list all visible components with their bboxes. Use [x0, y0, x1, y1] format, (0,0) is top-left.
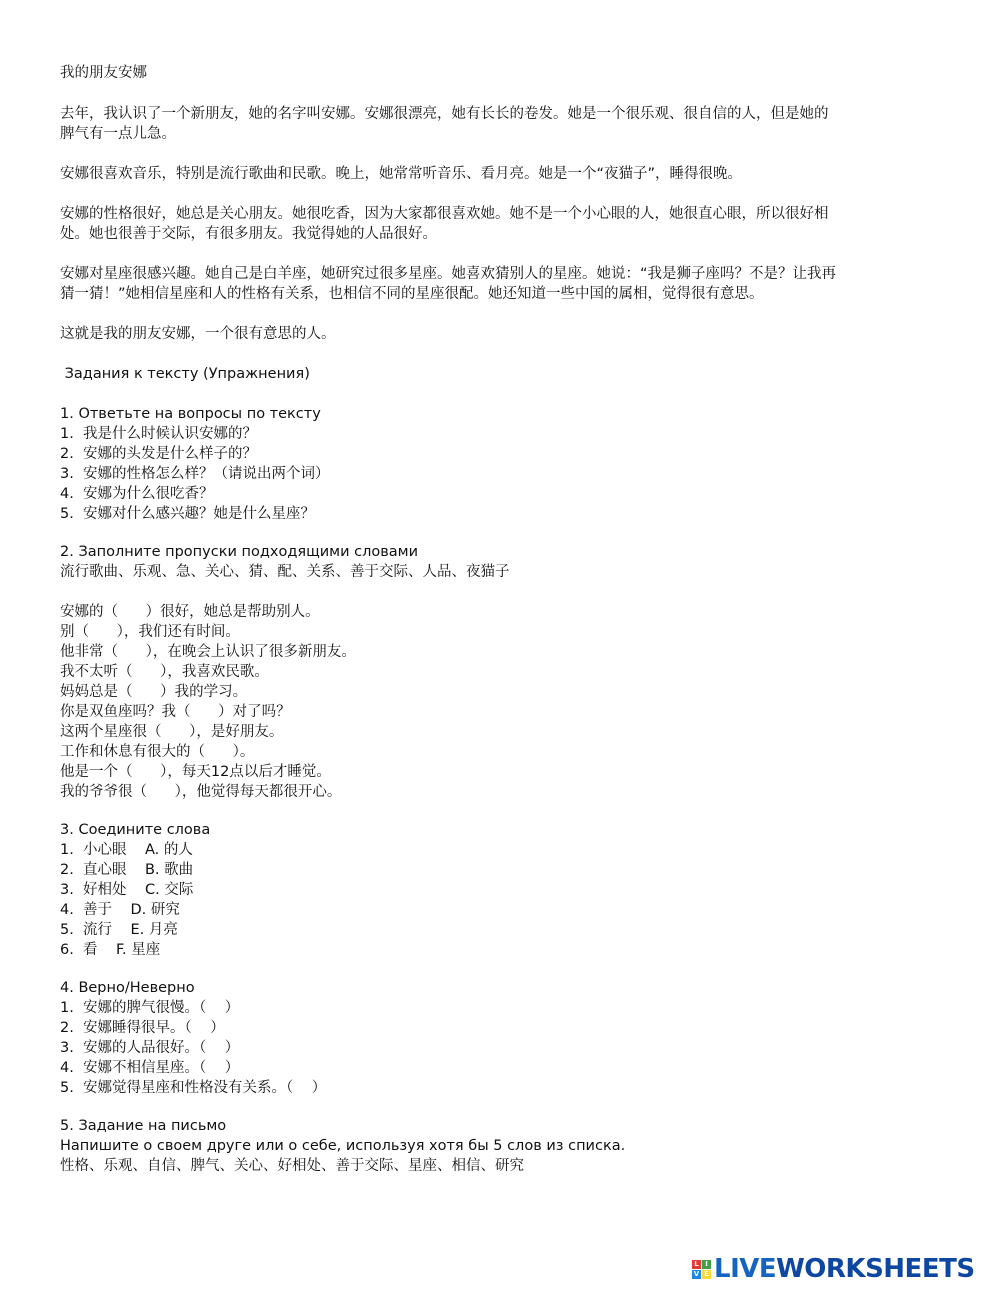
paragraph-line: 安娜的性格很好，她总是关心朋友。她很吃香，因为大家都很喜欢她。她不是一个小心眼的人，她很直心眼，所以很好相 — [60, 206, 829, 222]
paragraph-5 — [60, 324, 940, 344]
writing-instruction: Напишите о своем друге или о себе, используя хотя бы 5 слов из списка. — [60, 1138, 626, 1154]
logo-text-light: LIVE — [714, 1254, 777, 1284]
logo-mark-letter: L — [692, 1260, 701, 1269]
match-item[interactable]: 5. 流行 E. 月亮 — [60, 922, 178, 938]
paragraph-2 — [60, 164, 940, 184]
fill-blank-item[interactable]: 妈妈总是（ ）我的学习。 — [60, 684, 248, 700]
paragraph-4 — [60, 264, 940, 304]
paragraph-line: 安娜很喜欢音乐，特别是流行歌曲和民歌。晚上，她常常听音乐、看月亮。她是一个“夜猫子”，睡得很晚。 — [60, 166, 743, 182]
true-false-item[interactable]: 1. 安娜的脾气很慢。（ ） — [60, 1000, 240, 1016]
logo-text-dark: WORKSHEETS — [776, 1254, 975, 1284]
word-bank: 性格、乐观、自信、脾气、关心、好相处、善于交际、星座、相信、研究 — [60, 1158, 524, 1174]
question-item: 3. 安娜的性格怎么样？（请说出两个词） — [60, 466, 330, 482]
fill-blank-item[interactable]: 安娜的（ ）很好，她总是帮助别人。 — [60, 604, 320, 620]
fill-blank-item[interactable]: 他非常（ ），在晚会上认识了很多新朋友。 — [60, 644, 356, 660]
logo-mark-letter: E — [702, 1270, 711, 1279]
logo-mark-letter: I — [702, 1260, 711, 1269]
match-item[interactable]: 6. 看 F. 星座 — [60, 942, 161, 958]
true-false-item[interactable]: 5. 安娜觉得星座和性格没有关系。（ ） — [60, 1080, 327, 1096]
fill-blank-item[interactable]: 你是双鱼座吗？我（ ）对了吗？ — [60, 704, 291, 720]
fill-blank-item[interactable]: 他是一个（ ），每天12点以后才睡觉。 — [60, 764, 331, 780]
worksheet — [60, 62, 940, 1176]
liveworksheets-logo — [692, 1254, 975, 1284]
word-bank: 流行歌曲、乐观、急、关心、猜、配、关系、善于交际、人品、夜猫子 — [60, 564, 510, 580]
fill-blank-item[interactable]: 别（ ），我们还有时间。 — [60, 624, 240, 640]
paragraph-1 — [60, 104, 940, 144]
exercise-title: 1. Ответьте на вопросы по тексту — [60, 406, 321, 422]
paragraph-3 — [60, 204, 940, 244]
paragraph-line: 去年，我认识了一个新朋友，她的名字叫安娜。安娜很漂亮，她有长长的卷发。她是一个很乐观、很自信的人，但是她的 — [60, 106, 829, 122]
exercise-3 — [60, 820, 940, 960]
question-item: 5. 安娜对什么感兴趣？她是什么星座？ — [60, 506, 316, 522]
match-item[interactable]: 4. 善于 D. 研究 — [60, 902, 180, 918]
logo-text — [714, 1254, 975, 1284]
match-item[interactable]: 1. 小心眼 A. 的人 — [60, 842, 193, 858]
exercise-1 — [60, 404, 940, 524]
exercise-title: 2. Заполните пропуски подходящими словами — [60, 544, 419, 560]
paragraph-line: 安娜对星座很感兴趣。她自己是白羊座，她研究过很多星座。她喜欢猜别人的星座。她说：“我是狮子座吗？不是？让我再 — [60, 266, 837, 282]
match-item[interactable]: 2. 直心眼 B. 歌曲 — [60, 862, 194, 878]
logo-mark-icon — [692, 1260, 711, 1279]
exercise-5 — [60, 1116, 940, 1176]
paragraph-line: 脾气有一点儿急。 — [60, 126, 176, 142]
true-false-item[interactable]: 3. 安娜的人品很好。（ ） — [60, 1040, 240, 1056]
question-item: 2. 安娜的头发是什么样子的？ — [60, 446, 258, 462]
fill-blank-item[interactable]: 工作和休息有很大的（ ）。 — [60, 744, 255, 760]
match-item[interactable]: 3. 好相处 C. 交际 — [60, 882, 194, 898]
paragraph-line: 猜一猜！”她相信星座和人的性格有关系，也相信不同的星座很配。她还知道一些中国的属相，觉得很有意思。 — [60, 286, 764, 302]
true-false-item[interactable]: 4. 安娜不相信星座。（ ） — [60, 1060, 240, 1076]
question-item: 1. 我是什么时候认识安娜的？ — [60, 426, 258, 442]
exercise-2 — [60, 542, 940, 802]
exercise-title: 5. Задание на письмо — [60, 1118, 227, 1134]
fill-blank-item[interactable]: 这两个星座很（ ），是好朋友。 — [60, 724, 284, 740]
paragraph-line: 处。她也很善于交际，有很多朋友。我觉得她的人品很好。 — [60, 226, 437, 242]
fill-blank-item[interactable]: 我的爷爷很（ ），他觉得每天都很开心。 — [60, 784, 342, 800]
fill-blank-item[interactable]: 我不太听（ ），我喜欢民歌。 — [60, 664, 269, 680]
page-title: 我的朋友安娜 — [60, 65, 147, 81]
true-false-item[interactable]: 2. 安娜睡得很早。（ ） — [60, 1020, 225, 1036]
logo-mark-letter: V — [693, 1269, 700, 1278]
exercise-title: 4. Верно/Неверно — [60, 980, 195, 996]
exercise-title: 3. Соедините слова — [60, 822, 211, 838]
tasks-heading: Задания к тексту (Упражнения) — [60, 366, 310, 382]
exercise-4 — [60, 978, 940, 1098]
question-item: 4. 安娜为什么很吃香？ — [60, 486, 214, 502]
paragraph-line: 这就是我的朋友安娜，一个很有意思的人。 — [60, 326, 336, 342]
